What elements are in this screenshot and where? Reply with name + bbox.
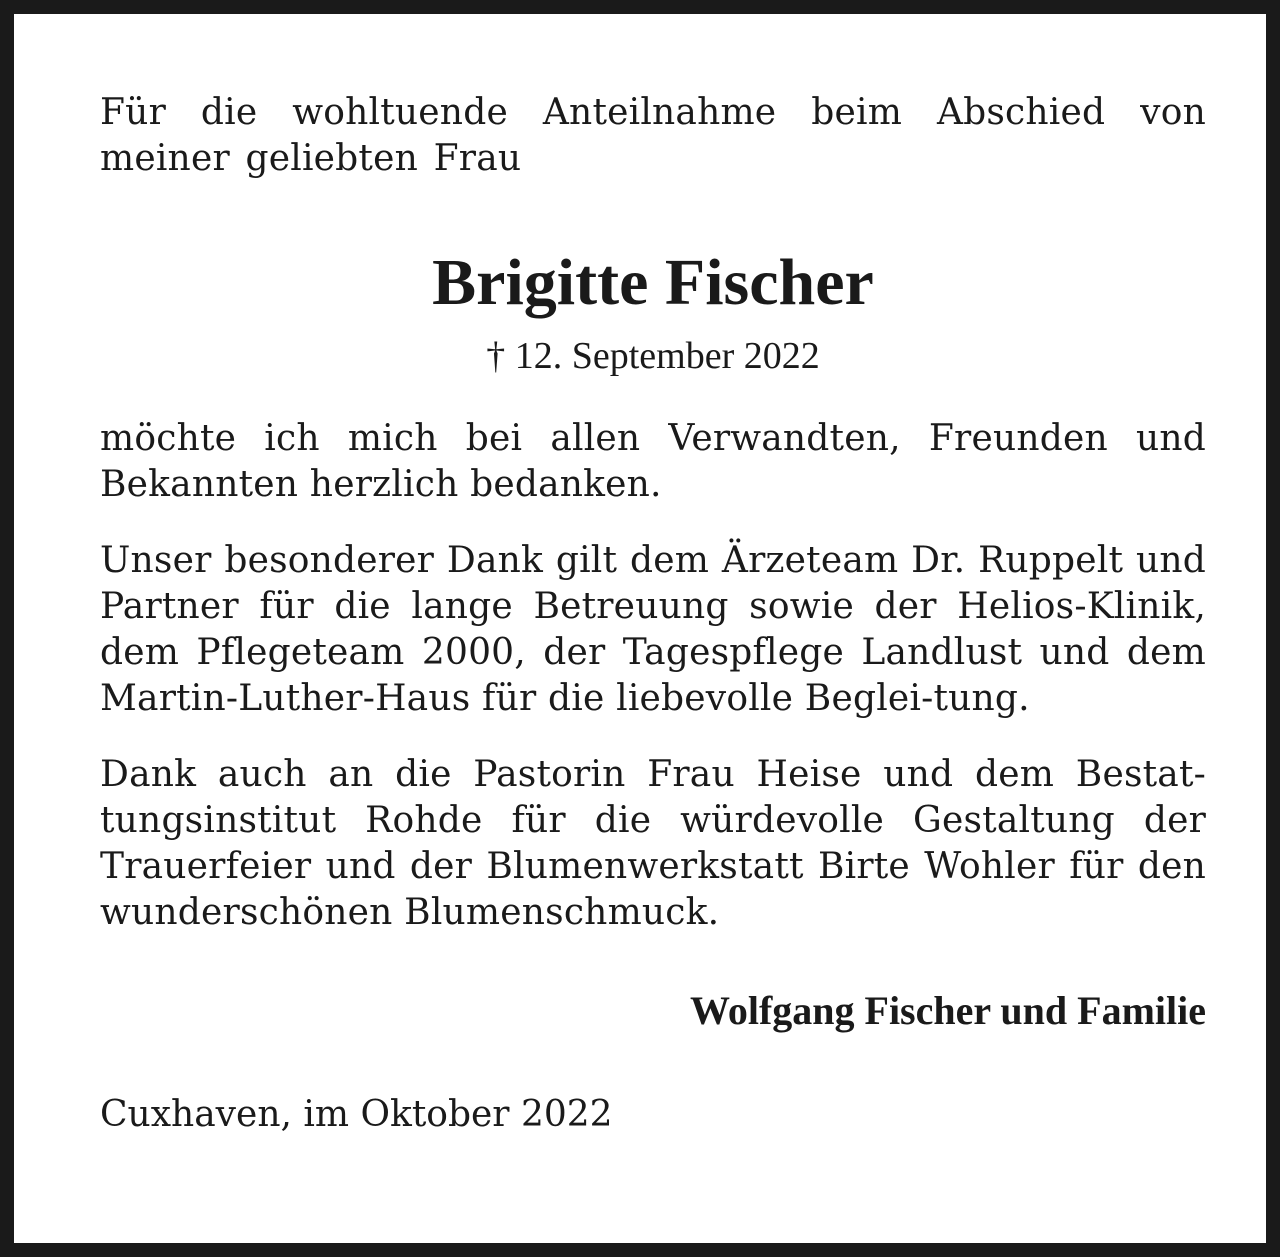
special-thanks-paragraph: Unser besonderer Dank gilt dem Ärzeteam Dr. Ruppelt und Partner für die lange Betreuung sowie der Helios-Klinik, dem Pflegeteam 2000, der Tagespflege Landlust und dem Martin-Luther-Haus für die liebevolle Beglei-tung. <box>100 540 1206 719</box>
signature: Wolfgang Fischer und Familie <box>690 988 1206 1033</box>
pastor-thanks-paragraph: Dank auch an die Pastorin Frau Heise und dem Bestat-tungsinstitut Rohde für die würdevolle Gestaltung der Trauerfeier und der Blumenwerkstatt Birte Wohler für den wunderschönen Blumenschmuck. <box>100 754 1206 933</box>
deceased-name: Brigitte Fischer <box>432 246 874 319</box>
intro-text: Für die wohltuende Anteilnahme beim Abschied von meiner geliebten Frau <box>100 92 1206 179</box>
death-date: † 12. September 2022 <box>486 335 820 377</box>
notice-content <box>100 90 1206 1138</box>
place-date: Cuxhaven, im Oktober 2022 <box>100 1094 613 1135</box>
thanks-paragraph: möchte ich mich bei allen Verwandten, Freunden und Bekannten herzlich bedanken. <box>100 418 1206 505</box>
